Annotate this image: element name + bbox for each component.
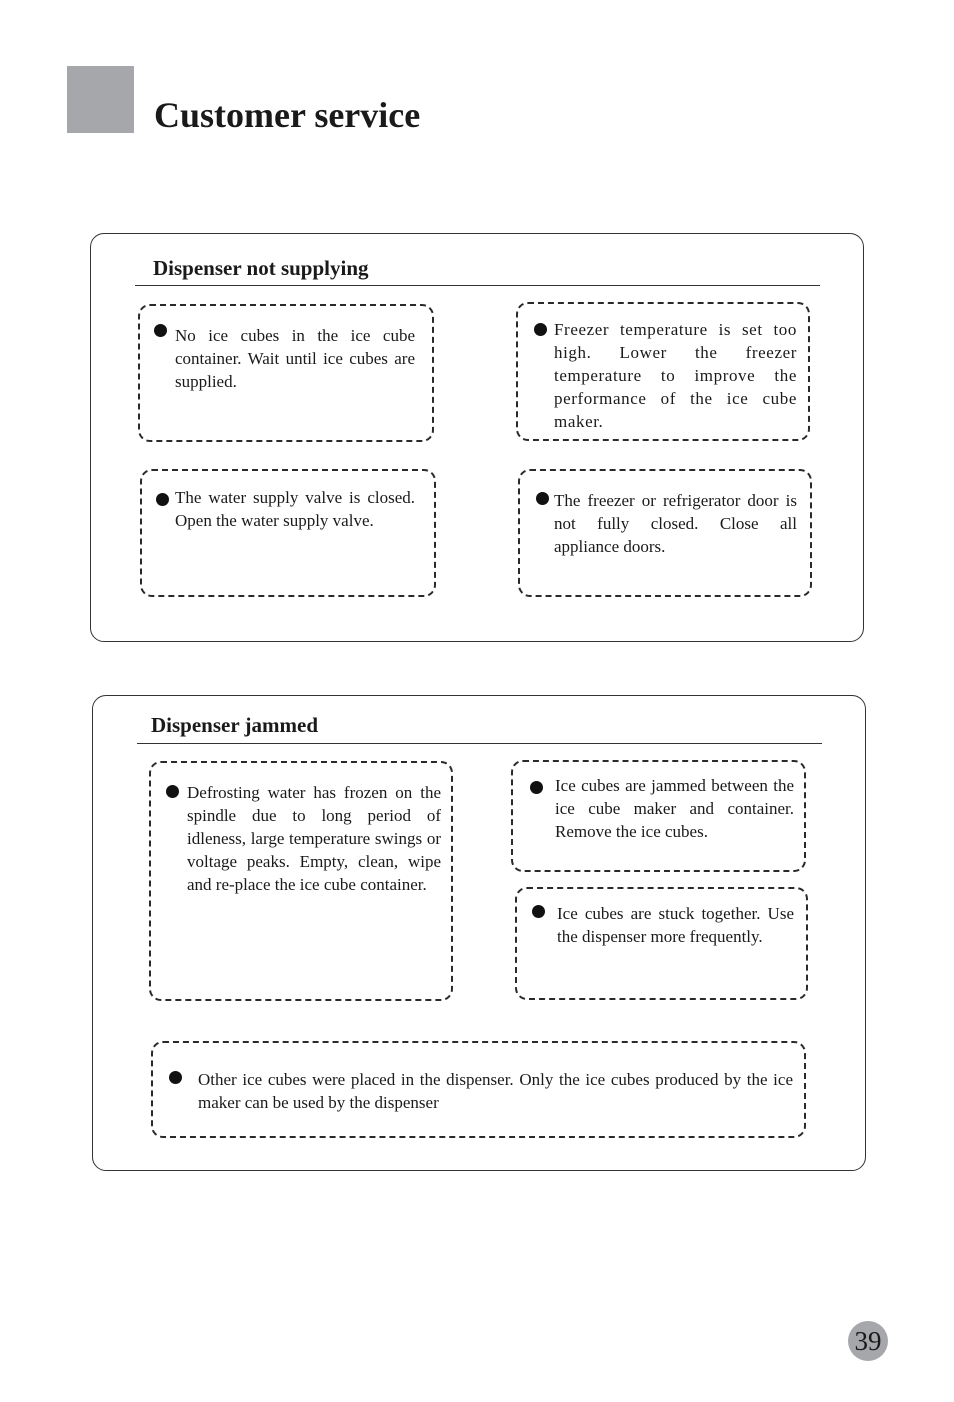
page-number-badge: 39 [848,1321,888,1361]
cause-text: Ice cubes are jammed between the ice cube maker and container. Remove the ice cubes. [555,776,794,841]
cause-text: Other ice cubes were placed in the dispenser. Only the ice cubes produced by the ice maker can be used by the dispenser [198,1070,793,1112]
cause-text: No ice cubes in the ice cube container. Wait until ice cubes are supplied. [175,326,415,391]
bullet-icon [169,1071,182,1084]
bullet-icon [156,493,169,506]
section-heading-not-supplying: Dispenser not supplying [153,256,369,280]
page-title: Customer service [154,95,421,135]
section-divider [135,285,820,286]
cause-text: The freezer or refrigerator door is not fully closed. Close all appliance doors. [554,491,797,556]
bullet-icon [154,324,167,337]
bullet-icon [536,492,549,505]
section-heading-jammed: Dispenser jammed [151,713,319,737]
cause-text: The water supply valve is closed. Open the water supply valve. [175,488,415,530]
bullet-icon [166,785,179,798]
bullet-icon [534,323,547,336]
cause-text: Ice cubes are stuck together. Use the dispenser more frequently. [557,904,794,946]
cause-text: Freezer temperature is set too high. Lower the freezer temperature to improve the performance of the ice cube maker. [554,320,797,431]
bullet-icon [532,905,545,918]
cause-text: Defrosting water has frozen on the spindle due to long period of idleness, large temperature swings or voltage peaks. Empty, clean, wipe and re-place the ice cube container. [187,783,441,894]
section-divider [137,743,822,744]
bullet-icon [530,781,543,794]
header-color-block [67,66,134,133]
